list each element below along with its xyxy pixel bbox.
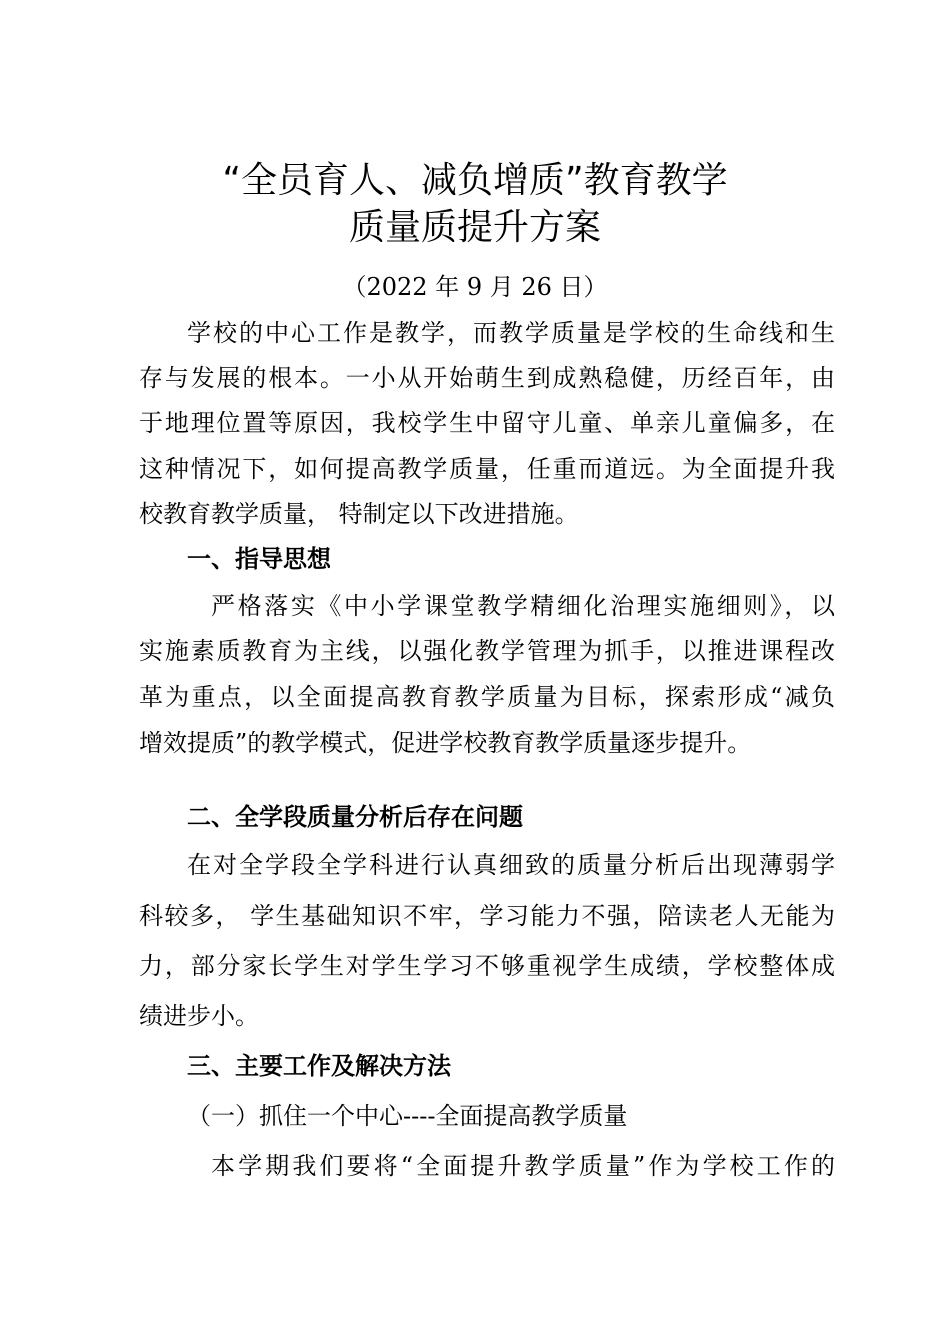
intro-line-3: 于地理位置等原因，我校学生中留守儿童、单亲儿童偏多，在: [139, 409, 835, 437]
section-3-line-1: 本学期我们要将“全面提升教学质量”作为学校工作的: [211, 1152, 835, 1180]
intro-line-4: 这种情况下，如何提高教学质量，任重而道远。为全面提升我: [139, 455, 835, 483]
document-title-line-2: 质量质提升方案: [348, 207, 601, 248]
section-1-heading: 一、指导思想: [187, 545, 331, 573]
intro-line-5: 校教育教学质量， 特制定以下改进措施。: [139, 500, 579, 528]
section-1-line-3: 革为重点，以全面提高教育教学质量为目标，探索形成“减负: [139, 683, 835, 711]
section-3-heading: 三、主要工作及解决方法: [187, 1052, 451, 1080]
document-title-line-1: “全员育人、减负增质”教育教学: [222, 160, 728, 201]
intro-line-2: 存与发展的根本。一小从开始萌生到成熟稳健，历经百年，由: [139, 364, 835, 392]
section-1-line-2: 实施素质教育为主线，以强化教学管理为抓手，以推进课程改: [139, 637, 835, 665]
section-3-subheading: （一）抓住一个中心----全面提高教学质量: [187, 1102, 628, 1130]
section-2-line-4: 绩进步小。: [139, 1002, 259, 1030]
intro-line-1: 学校的中心工作是教学，而教学质量是学校的生命线和生: [187, 319, 835, 347]
section-2-heading: 二、全学段质量分析后存在问题: [187, 803, 523, 831]
document-date: （2022 年 9 月 26 日）: [342, 273, 608, 301]
section-1-line-1: 严格落实《中小学课堂教学精细化治理实施细则》，以: [211, 592, 835, 620]
section-2-line-2: 科较多， 学生基础知识不牢，学习能力不强，陪读老人无能为: [139, 902, 835, 930]
section-2-line-3: 力，部分家长学生对学生学习不够重视学生成绩，学校整体成: [139, 952, 835, 980]
section-2-line-1: 在对全学段全学科进行认真细致的质量分析后出现薄弱学: [187, 851, 835, 879]
section-1-line-4: 增效提质”的教学模式，促进学校教育教学质量逐步提升。: [139, 729, 752, 757]
